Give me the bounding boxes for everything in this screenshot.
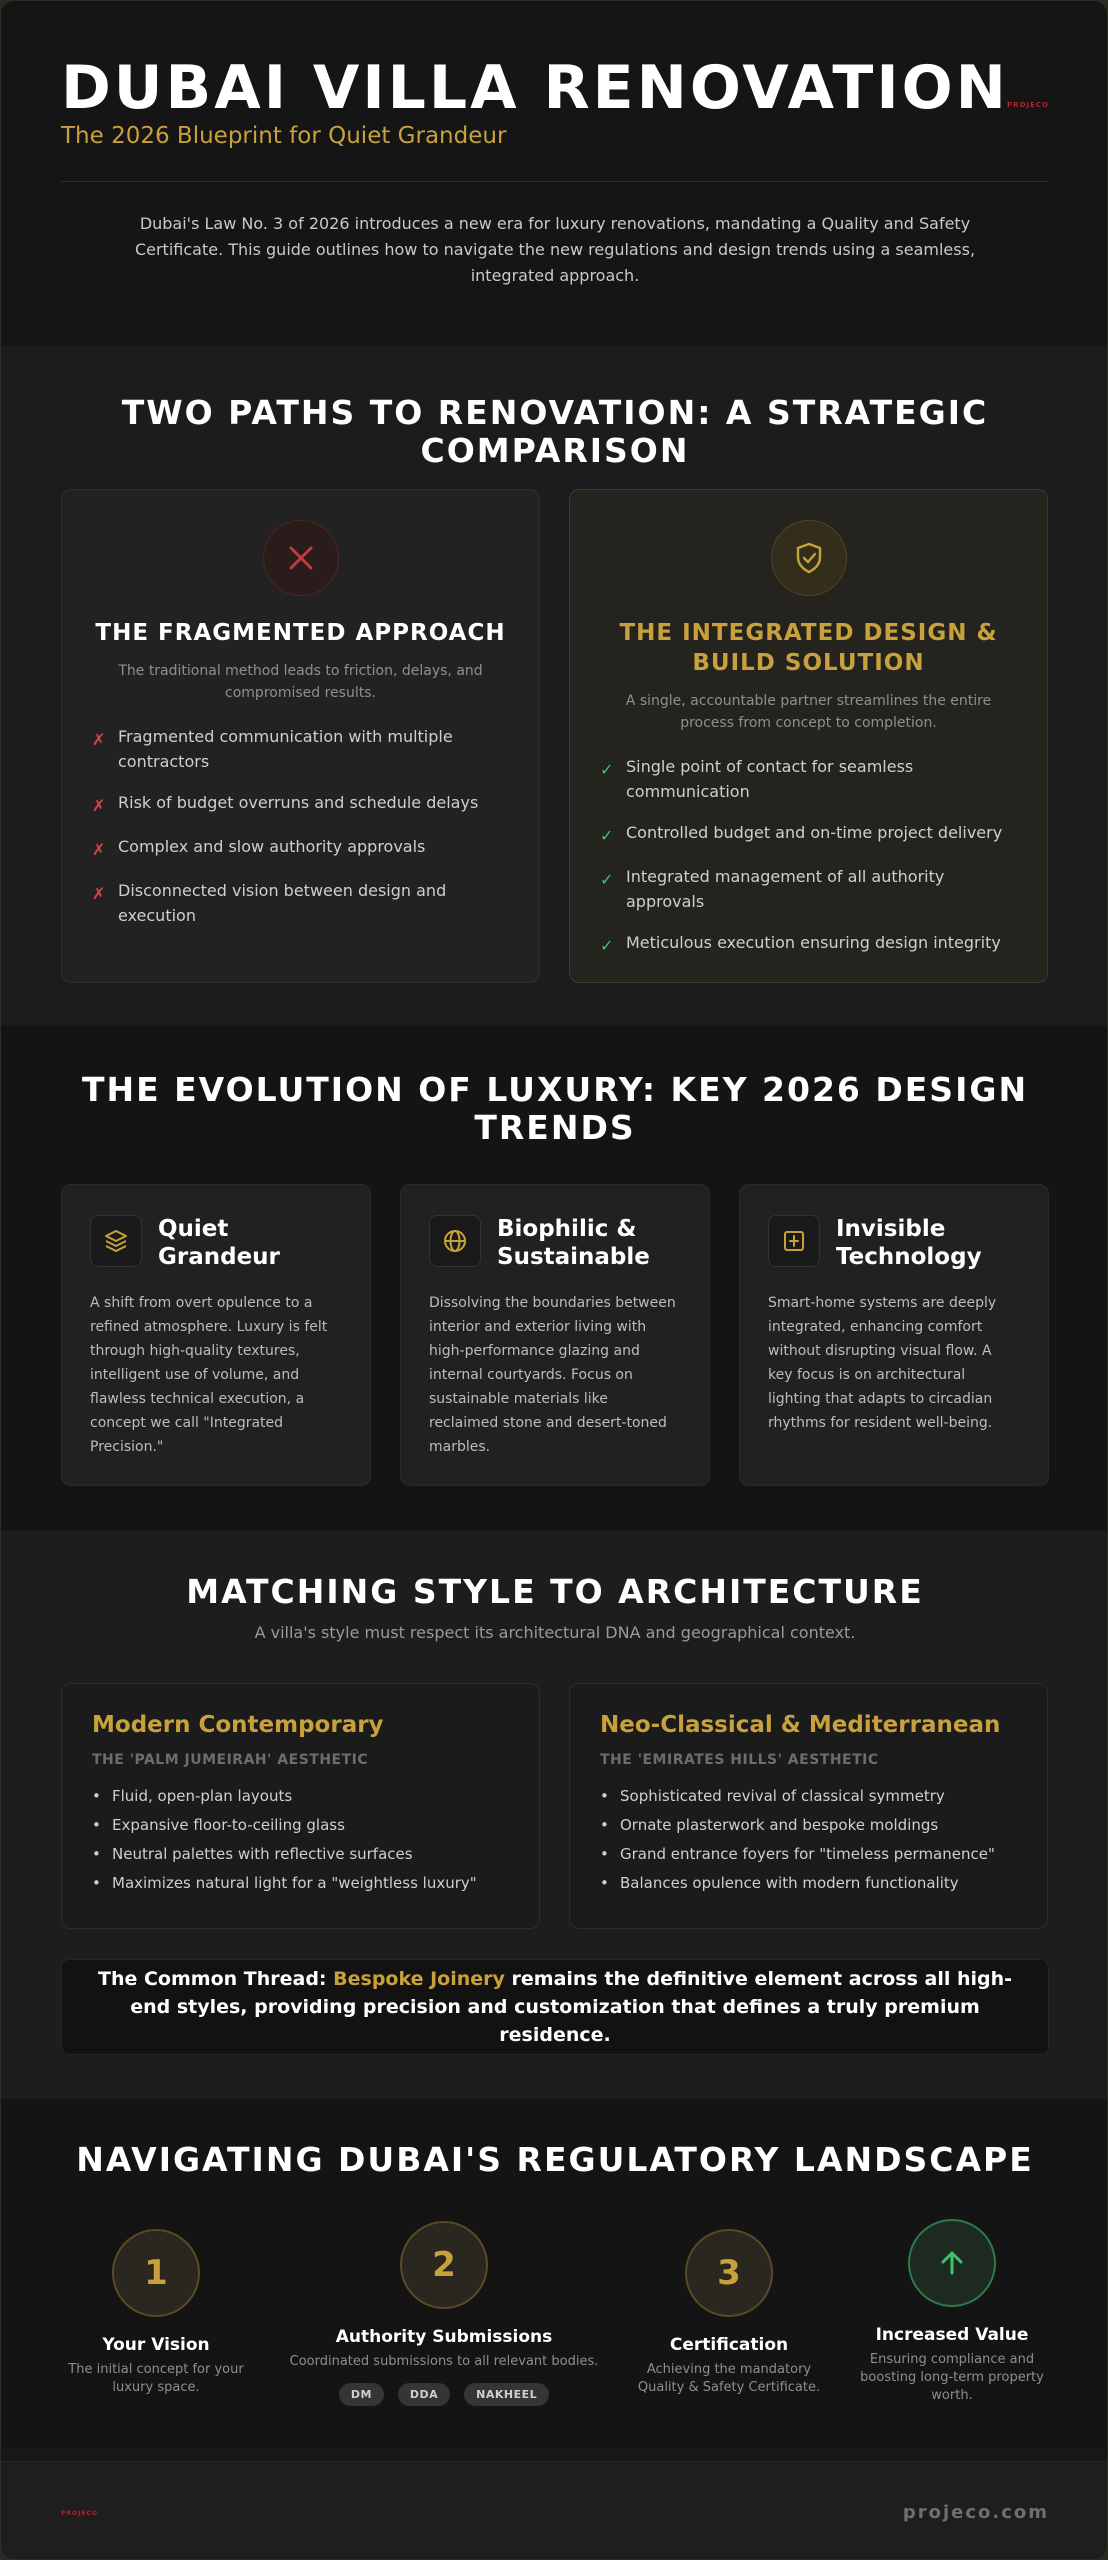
- list-item: ✓ Meticulous execution ensuring design integrity: [600, 930, 1017, 958]
- list-item: • Neutral palettes with reflective surfaces: [92, 1845, 413, 1863]
- style-card: [61, 1683, 540, 1929]
- thread-highlight: Bespoke Joinery: [333, 1968, 505, 1990]
- step-certification: [629, 2229, 829, 2397]
- list-item: ✗ Risk of budget overruns and schedule delays: [92, 790, 509, 818]
- list-item: ✗ Disconnected vision between design and execution: [92, 878, 509, 928]
- authority-chip: DDA: [398, 2383, 450, 2406]
- trend-title: Biophilic & Sustainable: [497, 1216, 650, 1270]
- fragmented-list: [92, 724, 509, 928]
- check-icon: ✓: [600, 936, 614, 955]
- fragmented-desc: The traditional method leads to friction, delays, and compromised results.: [118, 663, 483, 701]
- authority-chips: [279, 2383, 609, 2406]
- footer-url[interactable]: projeco.com: [902, 2502, 1049, 2523]
- page-subtitle: The 2026 Blueprint for Quiet Grandeur: [61, 123, 507, 149]
- cross-icon: ✗: [92, 730, 106, 749]
- brand-logo: PROJECO: [1007, 101, 1049, 109]
- integrated-card: [569, 489, 1048, 983]
- footer-brand-logo: PROJECO: [61, 2510, 98, 2517]
- regulatory-title: NAVIGATING DUBAI'S REGULATORY LANDSCAPE: [76, 2140, 1034, 2179]
- step-desc: Coordinated submissions to all relevant bodies.: [289, 2354, 599, 2369]
- cross-icon: ✗: [92, 796, 106, 815]
- list-item: • Maximizes natural light for a "weightless luxury": [92, 1874, 477, 1892]
- trend-title: Invisible Technology: [836, 1216, 982, 1270]
- list-item: • Balances opulence with modern functionality: [600, 1874, 959, 1892]
- cross-icon: ✗: [92, 884, 106, 903]
- step-title: Increased Value: [875, 2325, 1029, 2345]
- style-card: [569, 1683, 1048, 1929]
- integrated-title: THE INTEGRATED DESIGN & BUILD SOLUTION: [619, 620, 998, 676]
- page-title: DUBAI VILLA RENOVATION: [61, 53, 1009, 123]
- trend-body: A shift from overt opulence to a refined atmosphere. Luxury is felt through high-quality textures, intelligent use of volume, and flawless technical execution, a concept we call "Integrated Precision.": [90, 1295, 328, 1455]
- paths-title: TWO PATHS TO RENOVATION: A STRATEGIC COMPARISON: [121, 393, 989, 470]
- list-item: ✗ Complex and slow authority approvals: [92, 834, 509, 862]
- trend-body: Dissolving the boundaries between interior and exterior living with high-performance glazing and internal courtyards. Focus on sustainable materials like reclaimed stone and desert-toned marbles.: [429, 1295, 676, 1455]
- architecture-section: [1, 1531, 1108, 2099]
- architecture-title: MATCHING STYLE TO ARCHITECTURE: [186, 1572, 924, 1611]
- arrow-up-icon: [908, 2219, 996, 2307]
- list-item: • Fluid, open-plan layouts: [92, 1787, 293, 1805]
- integrated-desc: A single, accountable partner streamlines the entire process from concept to completion.: [625, 693, 992, 731]
- list-item: ✓ Controlled budget and on-time project delivery: [600, 820, 1017, 848]
- architecture-subtitle: A villa's style must respect its architectural DNA and geographical context.: [254, 1623, 856, 1642]
- style-caption: THE 'PALM JUMEIRAH' AESTHETIC: [92, 1752, 369, 1768]
- step-number: 3: [685, 2229, 773, 2317]
- hero-section: [1, 1, 1108, 346]
- smart-home-icon: [768, 1215, 820, 1267]
- step-desc: The initial concept for your luxury space.: [68, 2362, 244, 2395]
- trend-card: [61, 1184, 371, 1486]
- fragmented-card: [61, 489, 540, 983]
- step-title: Certification: [669, 2335, 789, 2355]
- regulatory-section: [1, 2099, 1108, 2449]
- step-title: Your Vision: [102, 2335, 210, 2355]
- style-list: [92, 1786, 509, 1893]
- trend-title: Quiet Grandeur: [158, 1216, 280, 1270]
- step-value: [849, 2219, 1055, 2405]
- check-icon: ✓: [600, 870, 614, 889]
- style-list: [600, 1786, 1017, 1893]
- thread-lead: The Common Thread:: [97, 1968, 334, 1990]
- list-item: • Expansive floor-to-ceiling glass: [92, 1816, 345, 1834]
- fragmented-title: THE FRAGMENTED APPROACH: [95, 620, 506, 646]
- hero-intro: Dubai's Law No. 3 of 2026 introduces a new era for luxury renovations, mandating a Quality and Safety Certificate. This guide outlines how to navigate the new regulations and design trends using a seamless, integrated approach.: [134, 214, 976, 285]
- check-icon: ✓: [600, 826, 614, 845]
- step-vision: [56, 2229, 256, 2397]
- shield-check-icon: [771, 520, 847, 596]
- list-item: ✗ Fragmented communication with multiple contractors: [92, 724, 509, 774]
- style-caption: THE 'EMIRATES HILLS' AESTHETIC: [600, 1752, 879, 1768]
- paths-section: [1, 346, 1108, 1026]
- step-number: 2: [400, 2221, 488, 2309]
- step-desc: Ensuring compliance and boosting long-term property worth.: [860, 2352, 1044, 2403]
- step-title: Authority Submissions: [335, 2327, 553, 2347]
- layers-icon: [90, 1215, 142, 1267]
- list-item: • Ornate plasterwork and bespoke moldings: [600, 1816, 939, 1834]
- authority-chip: DM: [339, 2383, 384, 2406]
- cross-icon: ✗: [92, 840, 106, 859]
- authority-chip: NAKHEEL: [464, 2383, 549, 2406]
- thread-rest: remains the definitive element across all high-end styles, providing precision and customization that defines a truly premium residence.: [130, 1968, 1013, 2046]
- trends-section: [1, 1026, 1108, 1531]
- check-icon: ✓: [600, 760, 614, 779]
- step-authority: [279, 2221, 609, 2406]
- style-title: Modern Contemporary: [92, 1712, 384, 1738]
- trend-body: Smart-home systems are deeply integrated, enhancing comfort without disrupting visual flow. A key focus is on architectural lighting that adapts to circadian rhythms for resident well-being.: [768, 1295, 997, 1431]
- common-thread-callout: [61, 1959, 1049, 2055]
- trend-card: [400, 1184, 710, 1486]
- list-item: ✓ Integrated management of all authority approvals: [600, 864, 1017, 914]
- footer: [1, 2461, 1108, 2560]
- hero-divider: [61, 181, 1049, 182]
- globe-icon: [429, 1215, 481, 1267]
- list-item: • Sophisticated revival of classical symmetry: [600, 1787, 945, 1805]
- trends-title: THE EVOLUTION OF LUXURY: KEY 2026 DESIGN TRENDS: [81, 1070, 1029, 1147]
- style-title: Neo-Classical & Mediterranean: [600, 1712, 1001, 1738]
- trend-card: [739, 1184, 1049, 1486]
- step-desc: Achieving the mandatory Quality & Safety Certificate.: [637, 2362, 821, 2395]
- list-item: ✓ Single point of contact for seamless communication: [600, 754, 1017, 804]
- step-number: 1: [112, 2229, 200, 2317]
- close-icon: [263, 520, 339, 596]
- list-item: • Grand entrance foyers for "timeless permanence": [600, 1845, 995, 1863]
- integrated-list: [600, 754, 1017, 958]
